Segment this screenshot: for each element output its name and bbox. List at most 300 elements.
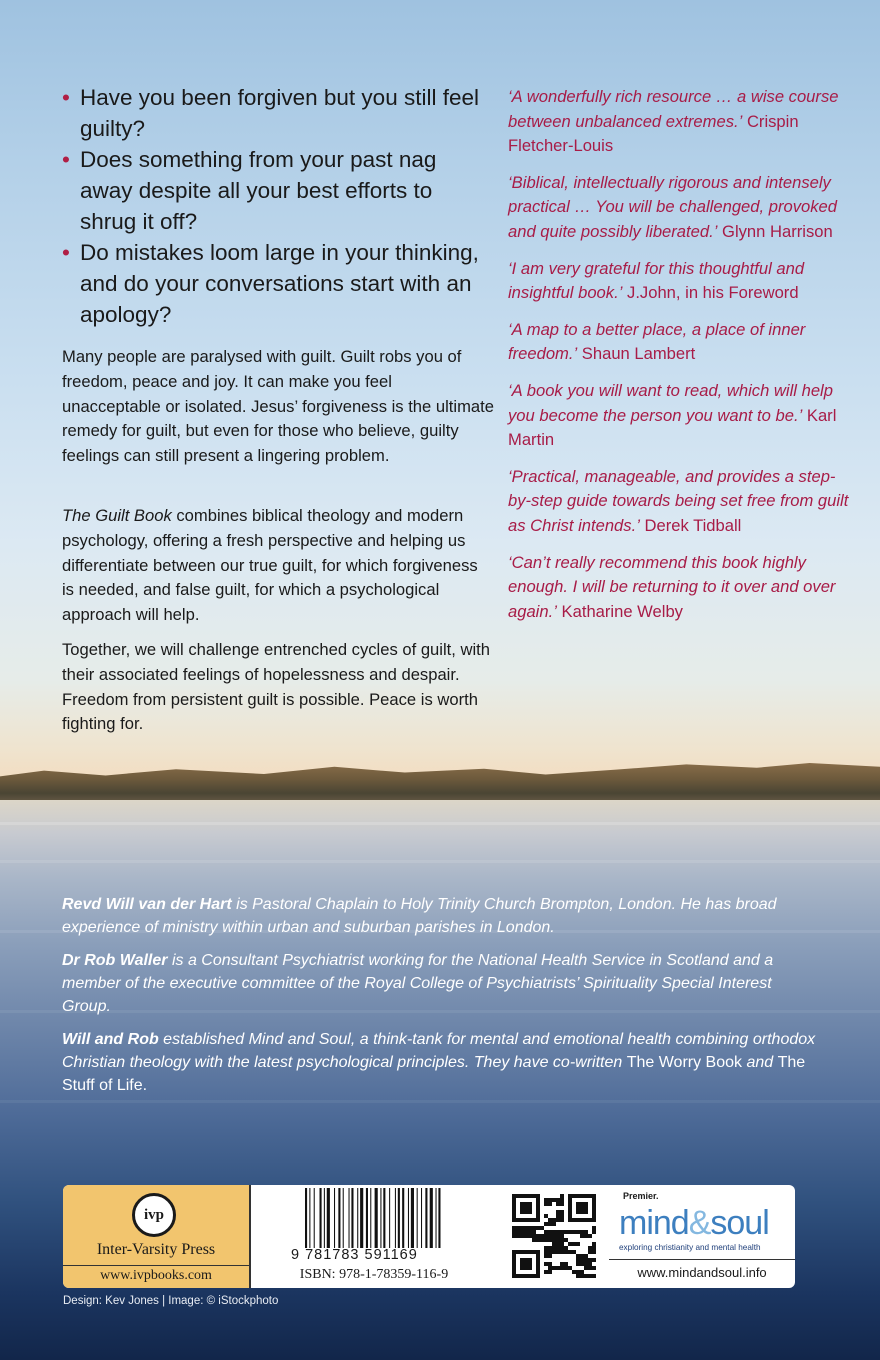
qr-module [592,1210,596,1214]
qr-module [552,1242,556,1246]
qr-module [520,1274,524,1278]
qr-module [588,1262,592,1266]
endorsement-quote: ‘Biblical, intellectually rigorous and intensely practical … You will be challenged, provoked and quite possibly liberated.’ [508,172,837,241]
qr-module [552,1238,556,1242]
barcode-bar [380,1188,381,1248]
qr-module [588,1258,592,1262]
book-title: The Stuff of Life [62,1054,806,1094]
endorsement-author: Derek Tidball [644,515,742,535]
qr-module [556,1234,560,1238]
qr-module [516,1218,520,1222]
qr-module [524,1250,528,1254]
barcode-bar [305,1188,307,1248]
description-text: Together, we will challenge entrenched cycles of guilt, with their associated feelings of hopelessness and despair. Freedom from persistent guilt is possible. Peace is worth fighting for. [62,640,490,734]
qr-module [592,1194,596,1198]
qr-module [532,1250,536,1254]
qr-module [572,1230,576,1234]
qr-module [548,1234,552,1238]
description-paragraph-3 [62,638,494,737]
qr-code-icon [512,1191,596,1281]
question-item [62,237,492,330]
qr-module [584,1194,588,1198]
barcode-bar [402,1188,404,1248]
qr-module [544,1270,548,1274]
endorsement-quote: ‘Can’t really recommend this book highly enough. I will be returning to it over and over again.’ [508,552,836,621]
qr-module [528,1250,532,1254]
barcode-bar [343,1188,344,1248]
description-text: combines biblical theology and modern psychology, offering a fresh perspective and helping us differentiate between our true guilt, for which forgiveness is needed, and false guilt, for which a psychological approach will help. [62,506,478,625]
qr-module [576,1242,580,1246]
qr-module [560,1214,564,1218]
barcode-bar [320,1188,322,1248]
qr-module [556,1214,560,1218]
qr-module [564,1238,568,1242]
barcode-bar [357,1188,358,1248]
qr-module [560,1234,564,1238]
qr-module [524,1218,528,1222]
description-paragraph-1 [62,345,494,469]
qr-module [592,1250,596,1254]
divider [609,1259,795,1260]
qr-module [524,1210,528,1214]
mindsoul-logo [619,1203,769,1243]
qr-module [512,1258,516,1262]
qr-module [568,1198,572,1202]
qr-module [536,1218,540,1222]
qr-module [560,1238,564,1242]
qr-module [540,1238,544,1242]
bio-text: . [142,1077,148,1094]
qr-module [544,1254,548,1258]
endorsement [508,379,853,453]
qr-module [564,1266,568,1270]
qr-module [536,1214,540,1218]
qr-module [560,1266,564,1270]
qr-module [512,1194,516,1198]
qr-module [568,1266,572,1270]
qr-module [592,1246,596,1250]
qr-module [536,1238,540,1242]
qr-module [564,1246,568,1250]
qr-module [576,1258,580,1262]
qr-module [516,1234,520,1238]
qr-module [572,1250,576,1254]
water-ripple [0,860,880,863]
barcode-bar [349,1188,350,1248]
qr-module [584,1262,588,1266]
qr-module [584,1234,588,1238]
question-text: Do mistakes loom large in your thinking, and do your conversations start with an apology? [80,240,479,327]
qr-module [512,1214,516,1218]
publisher-panel [63,1185,795,1288]
qr-module [580,1210,584,1214]
qr-module [512,1218,516,1222]
qr-module [548,1270,552,1274]
qr-module [584,1206,588,1210]
qr-module [536,1210,540,1214]
endorsement-quote: ‘A book you will want to read, which will help you become the person you want to be.’ [508,380,833,425]
qr-module [592,1218,596,1222]
qr-module [556,1250,560,1254]
barcode-bar [309,1188,310,1248]
barcode-bar [398,1188,400,1248]
qr-module [544,1262,548,1266]
bio-text: established Mind and Soul, a think-tank for mental and emotional health combining orthodox Christian theology with the latest psychological principles. They have co-written [62,1031,816,1071]
qr-module [528,1266,532,1270]
qr-module [584,1266,588,1270]
publisher-name: Inter-Varsity Press [96,1241,216,1258]
qr-module [520,1230,524,1234]
barcode-bar [389,1188,390,1248]
bio-text: is a Consultant Psychiatrist working for the National Health Service in Scotland and a member of the executive committee of the Royal College of Psychiatrists’ Spirituality Special Interest Group. [62,952,774,1015]
qr-module [520,1234,524,1238]
qr-module [592,1230,596,1234]
qr-module [560,1218,564,1222]
premier-logo: Premier. [623,1191,659,1201]
qr-module [524,1226,528,1230]
qr-module [528,1194,532,1198]
qr-module [580,1202,584,1206]
qr-module [524,1202,528,1206]
barcode-bar [351,1188,353,1248]
qr-module [524,1230,528,1234]
bio-text: and [742,1054,778,1071]
qr-module [560,1230,564,1234]
qr-module [592,1206,596,1210]
endorsement [508,171,853,245]
ivp-logo: ivp [132,1193,176,1237]
qr-module [564,1230,568,1234]
qr-module [580,1274,584,1278]
qr-module [520,1262,524,1266]
qr-module [580,1262,584,1266]
endorsement [508,257,853,306]
qr-module [548,1222,552,1226]
qr-module [512,1210,516,1214]
barcode-bar [395,1188,396,1248]
qr-module [584,1210,588,1214]
qr-module [576,1202,580,1206]
barcode-bar [327,1188,330,1248]
qr-module [516,1274,520,1278]
qr-module [552,1234,556,1238]
qr-module [568,1206,572,1210]
qr-module [560,1198,564,1202]
qr-module [536,1274,540,1278]
question-list [62,82,492,330]
qr-module [580,1206,584,1210]
author-name: Dr Rob Waller [62,952,168,969]
endorsement [508,318,853,367]
qr-module [548,1266,552,1270]
author-bios [62,893,822,1107]
qr-module [548,1202,552,1206]
qr-module [536,1234,540,1238]
question-text: Does something from your past nag away despite all your best efforts to shrug it off? [80,147,437,234]
qr-module [520,1210,524,1214]
barcode-bar [408,1188,409,1248]
ivp-block [63,1185,251,1288]
description-text: Many people are paralysed with guilt. Guilt robs you of freedom, peace and joy. It can make you feel unacceptable or isolated. Jesus’ forgiveness is the ultimate remedy for guilt, but even for those who believe, guilty feelings can still present a lingering problem. [62,347,494,466]
qr-module [592,1242,596,1246]
qr-module [568,1202,572,1206]
qr-module [556,1242,560,1246]
qr-module [520,1226,524,1230]
qr-module [556,1202,560,1206]
qr-module [520,1206,524,1210]
qr-module [568,1214,572,1218]
qr-module [524,1266,528,1270]
qr-module [560,1246,564,1250]
divider [63,1265,249,1266]
qr-module [556,1266,560,1270]
qr-module [536,1206,540,1210]
qr-module [556,1198,560,1202]
barcode-bar [436,1188,437,1248]
qr-module [516,1226,520,1230]
qr-block [501,1185,601,1288]
qr-module [548,1238,552,1242]
qr-module [548,1254,552,1258]
qr-module [520,1218,524,1222]
qr-module [572,1242,576,1246]
endorsement-author: J.John, in his Foreword [627,283,799,303]
barcode-bar [366,1188,368,1248]
qr-module [512,1230,516,1234]
qr-module [552,1198,556,1202]
qr-module [512,1226,516,1230]
qr-module [556,1238,560,1242]
qr-module [580,1230,584,1234]
qr-module [568,1230,572,1234]
qr-module [520,1194,524,1198]
qr-module [532,1274,536,1278]
qr-module [528,1218,532,1222]
qr-module [552,1218,556,1222]
qr-module [528,1274,532,1278]
qr-module [544,1246,548,1250]
qr-module [584,1230,588,1234]
endorsement [508,551,853,625]
endorsement-author: Crispin Fletcher-Louis [508,111,799,156]
qr-module [524,1194,528,1198]
qr-module [592,1198,596,1202]
author-bio [62,1028,822,1097]
qr-module [520,1202,524,1206]
qr-module [536,1270,540,1274]
qr-module [536,1266,540,1270]
qr-module [588,1266,592,1270]
book-title: The Guilt Book [62,506,172,525]
qr-module [540,1234,544,1238]
mindsoul-block [609,1185,795,1288]
qr-module [588,1250,592,1254]
qr-module [572,1194,576,1198]
bullet-icon: • [62,85,70,110]
qr-module [584,1218,588,1222]
logo-ampersand: & [688,1204,711,1242]
qr-module [532,1194,536,1198]
endorsements [508,85,853,636]
qr-module [576,1210,580,1214]
qr-module [568,1250,572,1254]
qr-module [576,1262,580,1266]
qr-module [536,1194,540,1198]
qr-module [560,1194,564,1198]
qr-module [512,1202,516,1206]
qr-module [564,1250,568,1254]
qr-module [512,1234,516,1238]
qr-module [576,1274,580,1278]
qr-module [584,1254,588,1258]
qr-module [592,1214,596,1218]
qr-module [544,1202,548,1206]
barcode-bar [438,1188,440,1248]
qr-module [580,1254,584,1258]
qr-module [512,1270,516,1274]
barcode-bar [334,1188,335,1248]
qr-module [520,1258,524,1262]
endorsement-quote: ‘A map to a better place, a place of inner freedom.’ [508,319,806,364]
qr-module [588,1234,592,1238]
qr-module [524,1258,528,1262]
qr-module [592,1258,596,1262]
qr-module [572,1218,576,1222]
qr-module [548,1218,552,1222]
qr-module [580,1218,584,1222]
qr-module [544,1214,548,1218]
qr-module [576,1254,580,1258]
endorsement [508,85,853,159]
logo-text: mind [619,1204,689,1242]
qr-module [512,1198,516,1202]
endorsement-quote: ‘A wonderfully rich resource … a wise course between unbalanced extremes.’ [508,87,839,131]
qr-module [560,1242,564,1246]
endorsement [508,465,853,539]
qr-module [584,1202,588,1206]
barcode-block [255,1185,493,1288]
qr-module [512,1266,516,1270]
author-name: Will and Rob [62,1031,159,1048]
barcode-bar [338,1188,340,1248]
qr-module [552,1230,556,1234]
barcode-icon [303,1188,479,1248]
qr-module [544,1234,548,1238]
qr-module [552,1250,556,1254]
endorsement-author: Karl Martin [508,405,837,450]
qr-module [548,1198,552,1202]
qr-module [536,1198,540,1202]
barcode-bar [383,1188,385,1248]
qr-module [524,1206,528,1210]
qr-module [536,1262,540,1266]
qr-module [576,1230,580,1234]
qr-module [560,1210,564,1214]
barcode-bar [430,1188,433,1248]
qr-module [564,1262,568,1266]
bio-text: is Pastoral Chaplain to Holy Trinity Church Brompton, London. He has broad experience of ministry within urban and suburban parishes in London. [62,896,777,936]
barcode-bar [417,1188,418,1248]
qr-module [552,1222,556,1226]
qr-module [580,1234,584,1238]
qr-module [560,1262,564,1266]
qr-module [528,1210,532,1214]
endorsement-author: Glynn Harrison [722,221,833,241]
qr-module [524,1234,528,1238]
book-title: The Worry Book [626,1054,743,1071]
qr-module [532,1234,536,1238]
barcode-bar [324,1188,325,1248]
qr-module [544,1198,548,1202]
bullet-icon: • [62,147,70,172]
qr-module [528,1258,532,1262]
qr-module [548,1250,552,1254]
qr-module [556,1210,560,1214]
barcode-bar [425,1188,427,1248]
qr-module [524,1274,528,1278]
question-item [62,82,492,144]
barcode-bar [375,1188,378,1248]
qr-module [548,1262,552,1266]
qr-module [536,1250,540,1254]
qr-module [544,1222,548,1226]
qr-module [544,1238,548,1242]
water-ripple [0,822,880,825]
qr-module [520,1250,524,1254]
qr-module [536,1202,540,1206]
endorsement-quote: ‘Practical, manageable, and provides a step-by-step guide towards being set free from guilt as Christ intends.’ [508,466,849,535]
qr-module [516,1194,520,1198]
barcode-bar [411,1188,414,1248]
qr-module [576,1218,580,1222]
qr-module [532,1218,536,1222]
qr-module [576,1270,580,1274]
barcode-bar [370,1188,371,1248]
author-bio [62,949,822,1018]
qr-module [592,1226,596,1230]
endorsement-author: Katharine Welby [561,601,683,621]
qr-module [532,1230,536,1234]
qr-module [588,1218,592,1222]
qr-module [520,1266,524,1270]
qr-module [576,1206,580,1210]
description-paragraph-2 [62,504,494,628]
qr-module [552,1246,556,1250]
qr-module [568,1210,572,1214]
qr-module [532,1238,536,1242]
qr-module [512,1274,516,1278]
qr-module [588,1246,592,1250]
qr-module [556,1230,560,1234]
barcode-digits: 9 781783 591169 [291,1247,418,1263]
question-item [62,144,492,237]
qr-module [528,1230,532,1234]
qr-module [556,1246,560,1250]
qr-module [548,1246,552,1250]
qr-module [512,1250,516,1254]
qr-module [572,1270,576,1274]
qr-module [536,1254,540,1258]
qr-module [568,1218,572,1222]
question-text: Have you been forgiven but you still feel guilty? [80,85,479,141]
mindsoul-tagline: exploring christianity and mental health [619,1243,761,1252]
qr-module [516,1250,520,1254]
qr-module [512,1206,516,1210]
qr-module [592,1274,596,1278]
author-name: Revd Will van der Hart [62,896,232,913]
qr-module [568,1194,572,1198]
qr-module [584,1258,588,1262]
